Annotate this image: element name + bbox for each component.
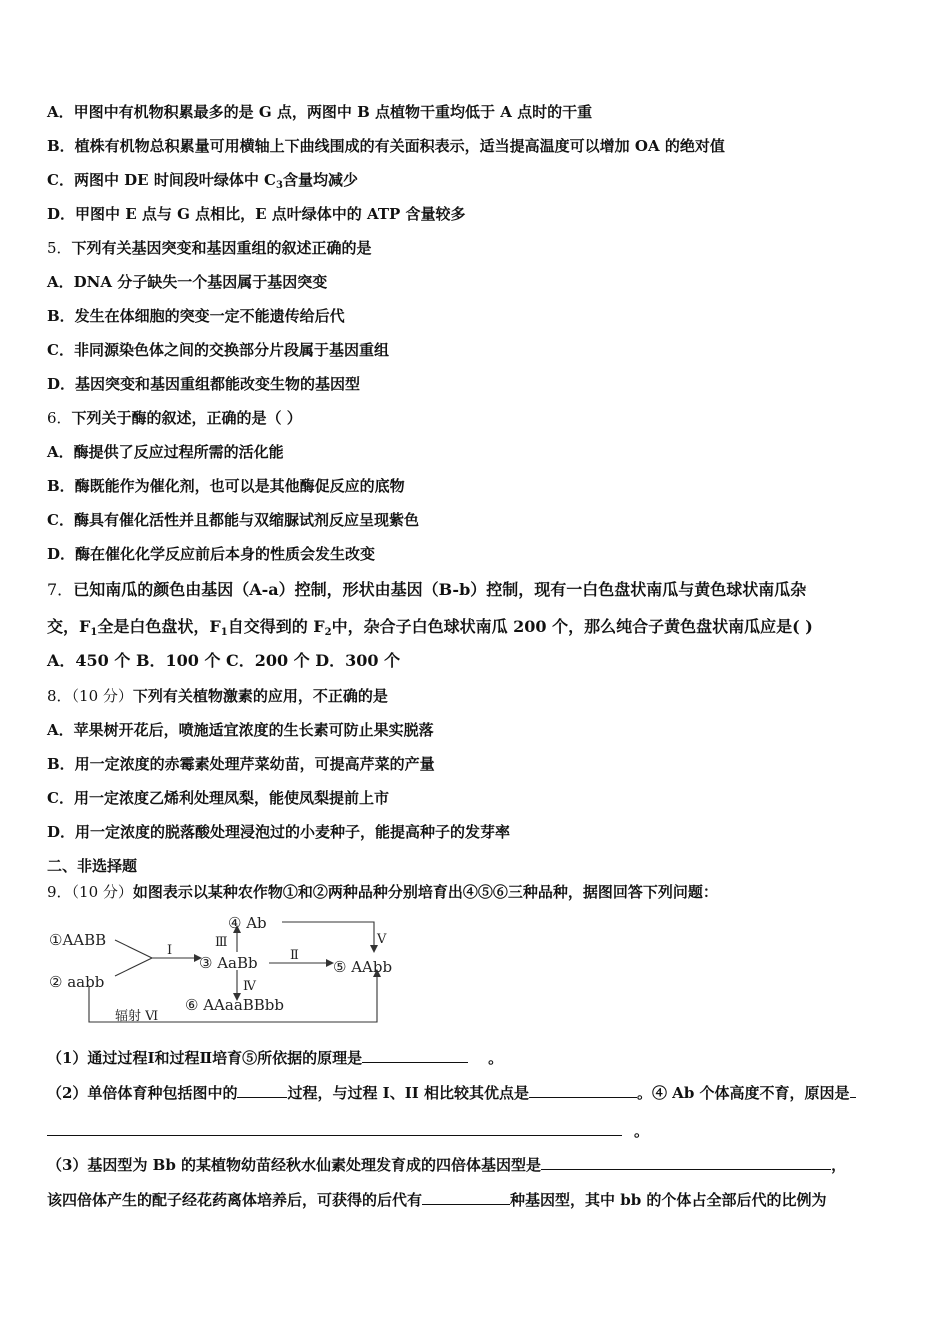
label-process-6: 辐射 Ⅵ [115,1009,159,1024]
q9-stem [47,882,718,902]
section-heading: 二、非选择题 [47,857,138,875]
q9-sub2-text-c: 。④ Ab 个体高度不育，原因是 [636,1084,850,1102]
q9-sub3-line2-text-a: 该四倍体产生的配子经花药离体培养后，可获得的后代有 [47,1191,423,1209]
line-n1-junction [115,940,152,958]
q4-option-c [47,170,358,196]
q7-number: 7． [47,580,74,599]
q9-sub1 [47,1048,503,1068]
q6-option-c: C．酶具有催化活性并且都能与双缩脲试剂反应呈现紫色 [47,511,419,529]
q5-stem [47,238,372,258]
q6-option-d: D．酶在催化化学反应前后本身的性质会发生改变 [47,545,376,563]
label-process-5: Ⅴ [377,932,387,947]
q9-sub3 [47,1155,846,1175]
q4-option-a: A．甲图中有机物积累最多的是 G 点，两图中 B 点植物干重均低于 A 点时的干重 [47,103,593,121]
q9-sub1-blank[interactable] [362,1048,468,1063]
q9-sub2-cont [47,1121,649,1141]
q7-line2 [47,617,813,643]
node-6: ⑥ AAaaBBbb [185,996,285,1014]
q9-sub2-end: 。 [634,1122,650,1140]
q9-sub2-text-a: （2）单倍体育种包括图中的 [47,1084,238,1102]
q8-option-b: B．用一定浓度的赤霉素处理芹菜幼苗，可提高芹菜的产量 [47,755,435,773]
q9-sub3-comma: ， [831,1156,847,1174]
q9-sub3-text: （3）基因型为 Bb 的某植物幼苗经秋水仙素处理发育成的四倍体基因型是 [47,1156,542,1174]
node-2: ② aabb [49,973,105,991]
node-4: ④ Ab [228,914,267,932]
label-process-2: Ⅱ [290,948,299,963]
q9-sub2-blank-4[interactable] [47,1121,622,1136]
arrow-process-5 [282,922,374,946]
node-3: ③ AaBb [199,954,258,972]
q9-sub3-blank-2[interactable] [422,1190,510,1205]
q7-options: A．450 个 B．100 个 C．200 个 D．300 个 [47,651,401,670]
q4-option-c-post: 含量均减少 [282,171,358,189]
q9-sub2-blank-3[interactable] [850,1083,856,1098]
q9-sub1-text: （1）通过过程Ⅰ和过程Ⅱ培育⑤所依据的原理是 [47,1049,363,1067]
q8-number: 8．（10 分） [47,687,133,705]
label-process-1: Ⅰ [167,943,173,958]
q9-stem-text: 如图表示以某种农作物①和②两种品种分别培育出④⑤⑥三种品种，据图回答下列问题： [132,883,718,901]
q4-option-c-sub: 3 [276,180,283,191]
label-process-3: Ⅲ [215,935,228,950]
q9-sub2 [47,1083,856,1103]
q9-sub3-line2 [47,1190,826,1210]
q4-option-d: D．甲图中 E 点与 G 点相比，E 点叶绿体中的 ATP 含量较多 [47,205,466,223]
q9-sub2-text-b: 过程，与过程 I、II 相比较其优点是 [287,1084,529,1102]
q8-option-d: D．用一定浓度的脱落酸处理浸泡过的小麦种子，能提高种子的发芽率 [47,823,511,841]
q7-sub-2: 1 [220,627,228,638]
q6-option-a: A．酶提供了反应过程所需的活化能 [47,443,284,461]
q7-line2-part-a: 交，F [47,617,91,636]
q7-line2-part-b: 全是白色盘状，F [97,617,221,636]
label-process-4: Ⅳ [243,979,256,994]
q9-sub3-blank-1[interactable] [541,1155,831,1170]
q9-sub2-blank-2[interactable] [529,1083,637,1098]
q5-stem-text: 下列有关基因突变和基因重组的叙述正确的是 [71,239,372,257]
q7-line1-text: 已知南瓜的颜色由基因（A-a）控制，形状由基因（B-b）控制，现有一白色盘状南瓜与黄色球状南瓜杂 [73,580,807,599]
q7-line2-part-c: 自交得到的 F [227,617,325,636]
q8-stem-text: 下列有关植物激素的应用，不正确的是 [132,687,388,705]
q4-option-b: B．植株有机物总积累量可用横轴上下曲线围成的有关面积表示，适当提高温度可以增加 OA 的绝对值 [47,137,725,155]
q7-line2-part-d: 中，杂合子白色球状南瓜 200 个，那么纯合子黄色盘状南瓜应是( ) [331,617,813,636]
q6-option-b: B．酶既能作为催化剂，也可以是其他酶促反应的底物 [47,477,405,495]
q7-line1 [47,580,806,600]
node-1: ①AABB [49,931,107,949]
q7-sub-1: 1 [90,627,98,638]
q5-option-a: A．DNA 分子缺失一个基因属于基因突变 [47,273,328,291]
q9-number: 9．（10 分） [47,883,133,901]
q5-option-c: C．非同源染色体之间的交换部分片段属于基因重组 [47,341,389,359]
breeding-diagram [47,908,417,1030]
q5-number: 5． [47,239,72,257]
q6-number: 6． [47,409,72,427]
node-5: ⑤ AAbb [333,958,393,976]
q9-sub1-end: 。 [488,1049,504,1067]
q5-option-b: B．发生在体细胞的突变一定不能遗传给后代 [47,307,345,325]
q4-option-c-pre: C．两图中 DE 时间段叶绿体中 C [47,171,276,189]
q9-sub2-blank-1[interactable] [237,1083,287,1098]
q8-option-a: A．苹果树开花后，喷施适宜浓度的生长素可防止果实脱落 [47,721,434,739]
q7-sub-3: 2 [324,627,332,638]
q6-stem [47,408,302,428]
q9-sub3-line2-text-b: 种基因型，其中 bb 的个体占全部后代的比例为 [510,1191,827,1209]
q5-option-d: D．基因突变和基因重组都能改变生物的基因型 [47,375,361,393]
line-n2-junction [115,958,152,976]
q8-option-c: C．用一定浓度乙烯利处理凤梨，能使凤梨提前上市 [47,789,389,807]
q6-stem-text: 下列关于酶的叙述，正确的是（ ） [71,409,302,427]
q8-stem [47,686,388,706]
